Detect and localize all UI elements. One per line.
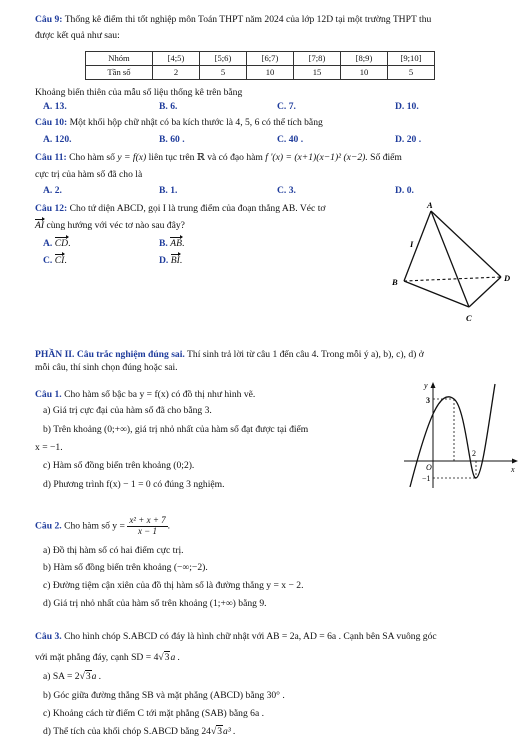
- q12-option-d[interactable]: D. BI.: [159, 255, 183, 266]
- q9-option-b[interactable]: B. 6.: [159, 101, 178, 112]
- p1-statement-b2: x = −1.: [35, 442, 63, 453]
- q10-label: Câu 10:: [35, 117, 68, 128]
- label-i: I: [410, 239, 414, 249]
- p3-text2c: a .: [170, 652, 181, 663]
- vector-ai: AI: [35, 220, 45, 231]
- label-c: C: [466, 313, 472, 323]
- option-letter: B.: [159, 238, 168, 249]
- p2-fraction: [127, 516, 167, 537]
- q9-option-c[interactable]: C. 7.: [277, 101, 296, 112]
- q9-line1: [35, 14, 431, 26]
- p1-label: Câu 1.: [35, 389, 62, 400]
- q9-label: Câu 9:: [35, 14, 63, 25]
- q12-line1: [35, 203, 325, 215]
- q12-option-b[interactable]: B. AB.: [159, 238, 185, 249]
- q11-text1c: Số điểm: [370, 152, 402, 163]
- label-2: 2: [472, 449, 476, 458]
- p1-statement-a: a) Giá trị cực đại của hàm số đã cho bằng 3.: [43, 405, 212, 416]
- part2-text1: Thí sinh trả lời từ câu 1 đến câu 4. Trong mỗi ý a), b), c), d) ở: [187, 349, 424, 360]
- p1-statement-b1: b) Trên khoảng (0;+∞), giá trị nhỏ nhất của hàm số đạt được tại điểm: [43, 424, 309, 435]
- table-cell: 15: [294, 66, 341, 80]
- q11-label: Câu 11:: [35, 152, 67, 163]
- p3-a-post: a .: [91, 671, 102, 682]
- q12-option-a[interactable]: A. CD.: [43, 238, 71, 249]
- option-letter: D.: [159, 255, 169, 266]
- q12-option-c[interactable]: C. CI.: [43, 255, 67, 266]
- x-axis-arrow-icon: [512, 459, 518, 464]
- q9-text2: được kết quả như sau:: [35, 30, 120, 41]
- edge-cd: [469, 277, 501, 307]
- table-row-groups: [86, 52, 435, 66]
- q10-text: Một khối hộp chữ nhật có ba kích thước là 4, 5, 6 có thể tích bằng: [69, 117, 323, 128]
- p1-line: [35, 389, 255, 401]
- q12-line2: [35, 220, 185, 232]
- cubic-graph: [400, 378, 522, 490]
- part2-title: PHẦN II. Câu trắc nghiệm đúng sai.: [35, 349, 185, 360]
- p2-text: Cho hàm số y =: [64, 520, 125, 532]
- p2-statement-b: b) Hàm số đồng biến trên khoảng (−∞;−2).: [43, 562, 208, 573]
- table-cell: [6;7): [247, 52, 294, 66]
- p2-statement-c: c) Đường tiệm cận xiên của đồ thị hàm số là đường thẳng y = x − 2.: [43, 580, 304, 591]
- y-axis-arrow-icon: [431, 382, 436, 388]
- table-cell: [7;8): [294, 52, 341, 66]
- sqrt-3: 3: [85, 671, 91, 682]
- edge-ad: [431, 211, 501, 277]
- table-cell: 2: [153, 66, 200, 80]
- p3-statement-c: c) Khoảng cách từ điểm C tới mặt phẳng (SAB) bằng 6a .: [43, 708, 265, 719]
- p2-statement-d: d) Giá trị nhỏ nhất của hàm số trên khoảng (1;+∞) bằng 9.: [43, 598, 267, 609]
- frequency-table: [85, 51, 435, 80]
- sqrt-3: 3: [164, 652, 170, 663]
- q10-option-a[interactable]: A. 120.: [43, 134, 72, 145]
- label-neg1: −1: [422, 474, 431, 483]
- part2-line1: [35, 349, 424, 361]
- vector-bi: BI: [170, 255, 180, 266]
- q10-option-b[interactable]: B. 60 .: [159, 134, 185, 145]
- table-cell: [5;6): [200, 52, 247, 66]
- p1-statement-d: d) Phương trình f(x) − 1 = 0 có đúng 3 nghiệm.: [43, 479, 225, 490]
- q11-deriv: f '(x) = (x+1)(x−1)² (x−2).: [265, 152, 368, 163]
- table-cell: [8;9): [341, 52, 388, 66]
- q9-prompt: Khoảng biến thiên của mẫu số liệu thống kê trên bằng: [35, 87, 243, 98]
- p3-a-pre: a) SA = 2: [43, 671, 80, 682]
- table-cell: 10: [341, 66, 388, 80]
- table-cell: [9;10]: [388, 52, 435, 66]
- q11-line1: [35, 152, 402, 164]
- q11-text1b: liên tục trên ℝ và có đạo hàm: [148, 152, 263, 163]
- table-cell: [4;5): [153, 52, 200, 66]
- q12-text2: cùng hướng với véc tơ nào sau đây?: [46, 220, 185, 231]
- q12-label: Câu 12:: [35, 203, 68, 214]
- vector-cd: CD: [54, 238, 69, 249]
- p1-text: Cho hàm số bậc ba y = f(x) có đồ thị như hình vẽ.: [64, 389, 256, 400]
- p3-line2: với mặt phẳng đáy, cạnh SD = 4√3a .: [35, 652, 181, 663]
- sqrt-3: 3: [217, 726, 223, 737]
- edge-bc: [404, 281, 469, 307]
- q11-option-d[interactable]: D. 0.: [395, 185, 414, 196]
- table-header-freq: Tần số: [86, 66, 153, 80]
- edge-bd-hidden: [404, 277, 501, 281]
- table-cell: 5: [200, 66, 247, 80]
- q12-text1: Cho tứ diện ABCD, gọi I là trung điểm của đoạn thẳng AB. Véc tơ: [69, 203, 326, 214]
- label-3: 3: [426, 396, 430, 405]
- p3-text2a: với mặt phẳng đáy, cạnh SD = 4: [35, 652, 159, 663]
- label-origin: O: [426, 463, 432, 472]
- q9-option-a[interactable]: A. 13.: [43, 101, 67, 112]
- table-header-group: Nhóm: [86, 52, 153, 66]
- p3-statement-d: d) Thể tích của khối chóp S.ABCD bằng 24√3a³ .: [43, 726, 236, 737]
- cubic-curve: [410, 384, 495, 487]
- p2-label: Câu 2.: [35, 520, 62, 532]
- vector-ci: CI: [54, 255, 65, 266]
- option-letter: A.: [43, 238, 53, 249]
- table-row-freqs: [86, 66, 435, 80]
- q11-text2: cực trị của hàm số đã cho là: [35, 169, 143, 180]
- p3-line1: [35, 631, 437, 643]
- p2-line: Câu 2. Cho hàm số y = $\frac{\text{x² + x + 7}}{x - 1}$ .: [35, 515, 171, 536]
- q9-text1: Thống kê điểm thi tốt nghiệp môn Toán THPT năm 2024 của lớp 12D tại một trường THPT thu: [64, 14, 432, 25]
- q9-option-d[interactable]: D. 10.: [395, 101, 419, 112]
- q11-option-b[interactable]: B. 1.: [159, 185, 178, 196]
- fraction-denominator: x − 1: [137, 525, 158, 536]
- p1-statement-c: c) Hàm số đồng biến trên khoảng (0;2).: [43, 460, 195, 471]
- tetrahedron-figure: [385, 196, 520, 331]
- fraction-numerator: x² + x + 7: [129, 515, 166, 525]
- q10-option-c[interactable]: C. 40 .: [277, 134, 304, 145]
- part2-text2: mỗi câu, thí sinh chọn đúng hoặc sai.: [35, 362, 178, 373]
- label-y: y: [424, 381, 428, 390]
- q11-option-a[interactable]: A. 2.: [43, 185, 62, 196]
- label-x: x: [511, 465, 515, 474]
- label-d: D: [504, 273, 511, 283]
- q11-option-c[interactable]: C. 3.: [277, 185, 296, 196]
- q10-option-d[interactable]: D. 20 .: [395, 134, 422, 145]
- p3-d-post: a³ .: [223, 726, 236, 737]
- p3-d-pre: d) Thể tích của khối chóp S.ABCD bằng 24: [43, 726, 211, 737]
- p3-text1: Cho hình chóp S.ABCD có đáy là hình chữ nhật với AB = 2a, AD = 6a . Cạnh bên SA vuông góc: [64, 631, 437, 642]
- p3-label: Câu 3.: [35, 631, 62, 642]
- edge-ab: [404, 211, 431, 281]
- q10-line: [35, 117, 323, 129]
- vector-ab: AB: [170, 238, 182, 249]
- q11-func: y = f(x): [117, 152, 147, 163]
- edge-ac: [431, 211, 469, 307]
- p2-statement-a: a) Đồ thị hàm số có hai điểm cực trị.: [43, 545, 184, 556]
- table-cell: 10: [247, 66, 294, 80]
- label-a: A: [427, 200, 433, 210]
- table-cell: 5: [388, 66, 435, 80]
- option-letter: C.: [43, 255, 53, 266]
- q11-text1a: Cho hàm số: [69, 152, 115, 163]
- label-b: B: [392, 277, 398, 287]
- p3-statement-b: b) Góc giữa đường thẳng SB và mặt phẳng (ABCD) bằng 30° .: [43, 690, 285, 701]
- p3-statement-a: a) SA = 2√3a .: [43, 671, 102, 682]
